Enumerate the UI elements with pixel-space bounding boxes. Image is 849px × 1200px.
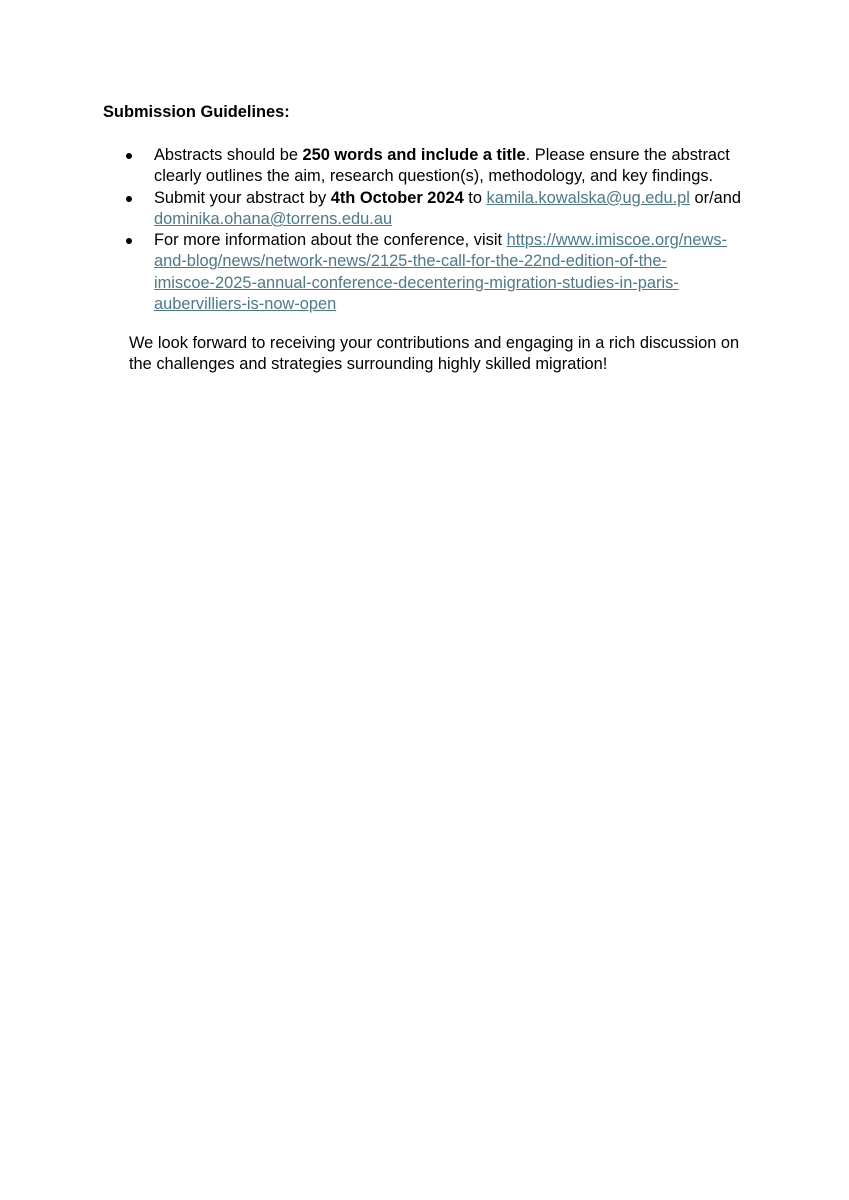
text-span: For more information about the conference, visit bbox=[154, 231, 507, 250]
list-item-submission-deadline bbox=[0, 188, 849, 231]
closing-line: We look forward to receiving your contributions and engaging in a rich discussion on bbox=[129, 334, 740, 352]
text-span: to bbox=[463, 188, 487, 207]
bullet-icon bbox=[126, 196, 132, 202]
conference-url-link[interactable]: aubervilliers-is-now-open bbox=[154, 295, 337, 314]
text-span: Abstracts should be bbox=[154, 146, 303, 164]
bold-text: 4th October 2024 bbox=[330, 188, 464, 207]
list-item-line: clearly outlines the aim, research question(s), methodology, and key findings. bbox=[154, 167, 714, 186]
list-item-abstract-length bbox=[0, 145, 849, 188]
list-item-more-info bbox=[0, 230, 849, 315]
guidelines-list bbox=[0, 145, 849, 315]
section-heading: Submission Guidelines: bbox=[103, 103, 290, 121]
closing-paragraph bbox=[129, 333, 739, 376]
email-link-dominika[interactable]: dominika.ohana@torrens.edu.au bbox=[154, 209, 393, 228]
list-item-line bbox=[0, 294, 849, 315]
list-item-line bbox=[0, 251, 849, 272]
list-item-line bbox=[0, 273, 849, 294]
closing-line: the challenges and strategies surrounding highly skilled migration! bbox=[129, 355, 608, 374]
text-span: Submit your abstract by bbox=[154, 188, 331, 207]
text-span: or/and bbox=[689, 188, 741, 207]
text-span: . Please ensure the abstract bbox=[525, 146, 730, 164]
conference-url-link[interactable]: and-blog/news/network-news/2125-the-call-for-the-22nd-edition-of-the- bbox=[154, 252, 667, 271]
email-link-kamila[interactable]: kamila.kowalska@ug.edu.pl bbox=[486, 188, 690, 207]
conference-url-link[interactable]: imiscoe-2025-annual-conference-decentering-migration-studies-in-paris- bbox=[154, 273, 679, 292]
conference-url-link[interactable]: https://www.imiscoe.org/news- bbox=[506, 231, 728, 250]
list-item-line bbox=[0, 209, 849, 230]
bullet-icon bbox=[126, 153, 132, 159]
bold-text: 250 words and include a title bbox=[302, 146, 526, 164]
